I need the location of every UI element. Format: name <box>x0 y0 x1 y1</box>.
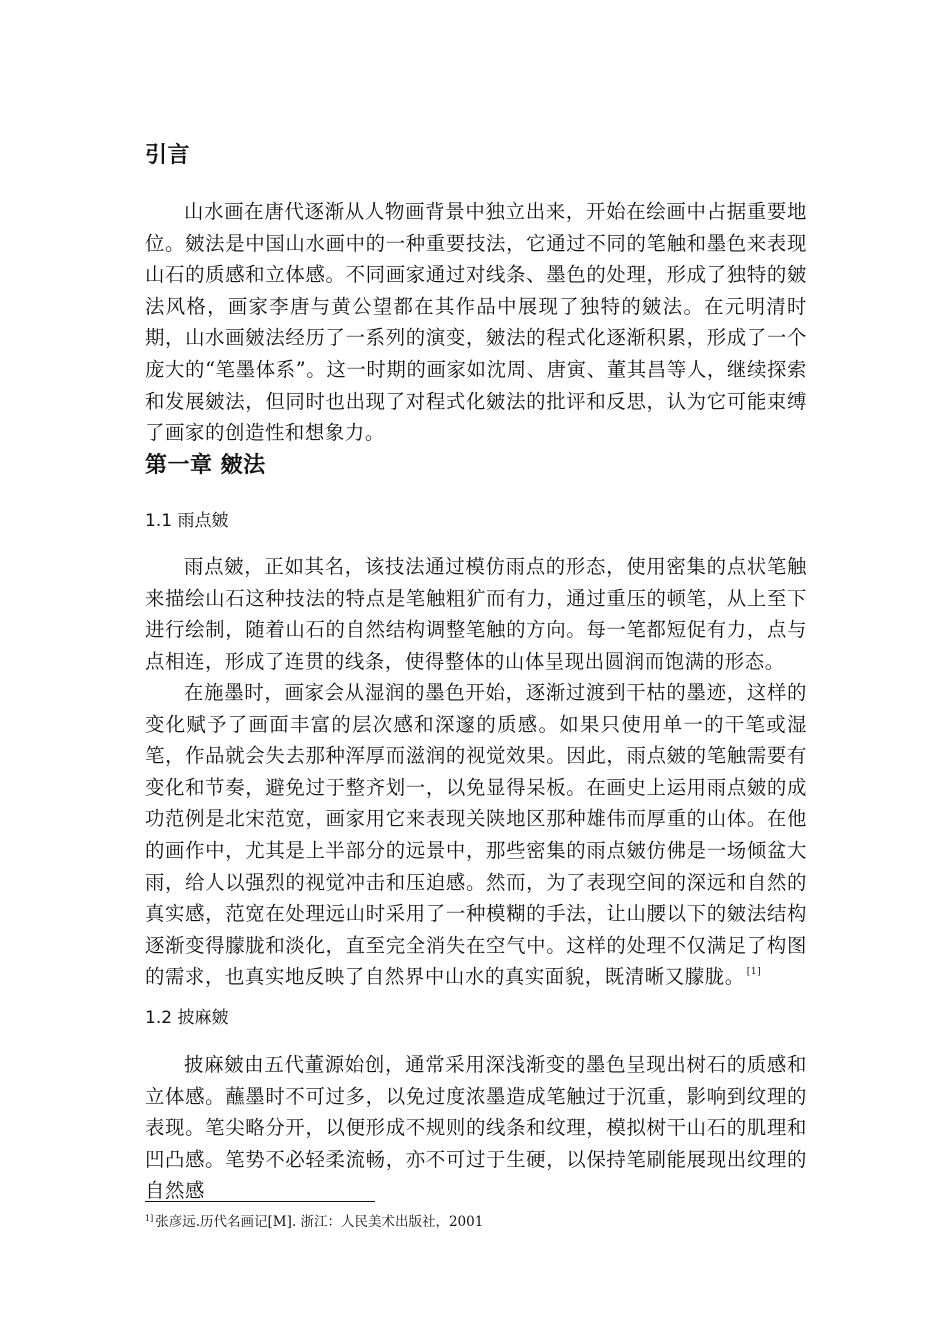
footnote-text: 张彦远.历代名画记[M]. 浙江：人民美术出版社，2001 <box>155 1214 484 1230</box>
introduction-paragraph: 山水画在唐代逐渐从人物画背景中独立出来，开始在绘画中占据重要地位。皴法是中国山水画中的一种重要技法，它通过不同的笔触和墨色来表现山石的质感和立体感。不同画家通过对线条、墨色的处理，形成了独特的皴法风格，画家李唐与黄公望都在其作品中展现了独特的皴法。在元明清时期，山水画皴法经历了一系列的演变，皴法的程式化逐渐积累，形成了一个庞大的“笔墨体系”。这一时期的画家如沈周、唐寅、董其昌等人，继续探索和发展皴法，但同时也出现了对程式化皴法的批评和反思，认为它可能束缚了画家的创造性和想象力。 <box>145 200 807 445</box>
footnote-marker: 1] <box>145 1214 154 1223</box>
section-1-1-paragraph-1: 雨点皴，正如其名，该技法通过模仿雨点的形态，使用密集的点状笔触来描绘山石这种技法的特点是笔触粗犷而有力，通过重压的顿笔，从上至下进行绘制，随着山石的自然结构调整笔触的方向。每一笔都短促有力，点与点相连，形成了连贯的线条，使得整体的山体呈现出圆润而饱满的形态。 <box>145 555 807 673</box>
section-1-1-paragraph-2 <box>145 677 807 993</box>
footnote-separator <box>145 1201 375 1202</box>
section-heading-introduction: 引言 <box>145 143 191 168</box>
section-1-2-paragraph-1: 披麻皴由五代董源始创，通常采用深浅渐变的墨色呈现出树石的质感和立体感。蘸墨时不可过多，以免过度浓墨造成笔触过于沉重，影响到纹理的表现。笔尖略分开，以便形成不规则的线条和纹理，模拟树干山石的肌理和凹凸感。笔势不必轻柔流畅，亦不可过于生硬，以保持笔刷能展现出纹理的自然感 <box>145 1053 807 1203</box>
footnote <box>145 1209 483 1232</box>
subsection-heading-1-2: 1.2 披麻皴 <box>145 1008 229 1028</box>
subsection-heading-1-1: 1.1 雨点皴 <box>145 511 229 531</box>
paragraph-text: 在施墨时，画家会从湿润的墨色开始，逐渐过渡到干枯的墨迹，这样的变化赋予了画面丰富的层次感和深邃的质感。如果只使用单一的干笔或湿笔，作品就会失去那种浑厚而滋润的视觉效果。因此，雨点皴的笔触需要有变化和节奏，避免过于整齐划一，以免显得呆板。在画史上运用雨点皴的成功范例是北宋范宽，画家用它来表现关陕地区那种雄伟而厚重的山体。在他的画作中，尤其是上半部分的远景中，那些密集的雨点皴仿佛是一场倾盆大雨，给人以强烈的视觉冲击和压迫感。然而，为了表现空间的深远和自然的真实感，范宽在处理远山时采用了一种模糊的手法，让山腰以下的皴法结构逐渐变得朦胧和淡化，直至完全消失在空气中。这样的处理不仅满足了构图的需求，也真实地反映了自然界中山水的真实面貌，既清晰又朦胧。 <box>145 681 807 989</box>
citation-marker[interactable]: [1] <box>746 967 762 978</box>
chapter-heading: 第一章 皴法 <box>145 453 266 478</box>
